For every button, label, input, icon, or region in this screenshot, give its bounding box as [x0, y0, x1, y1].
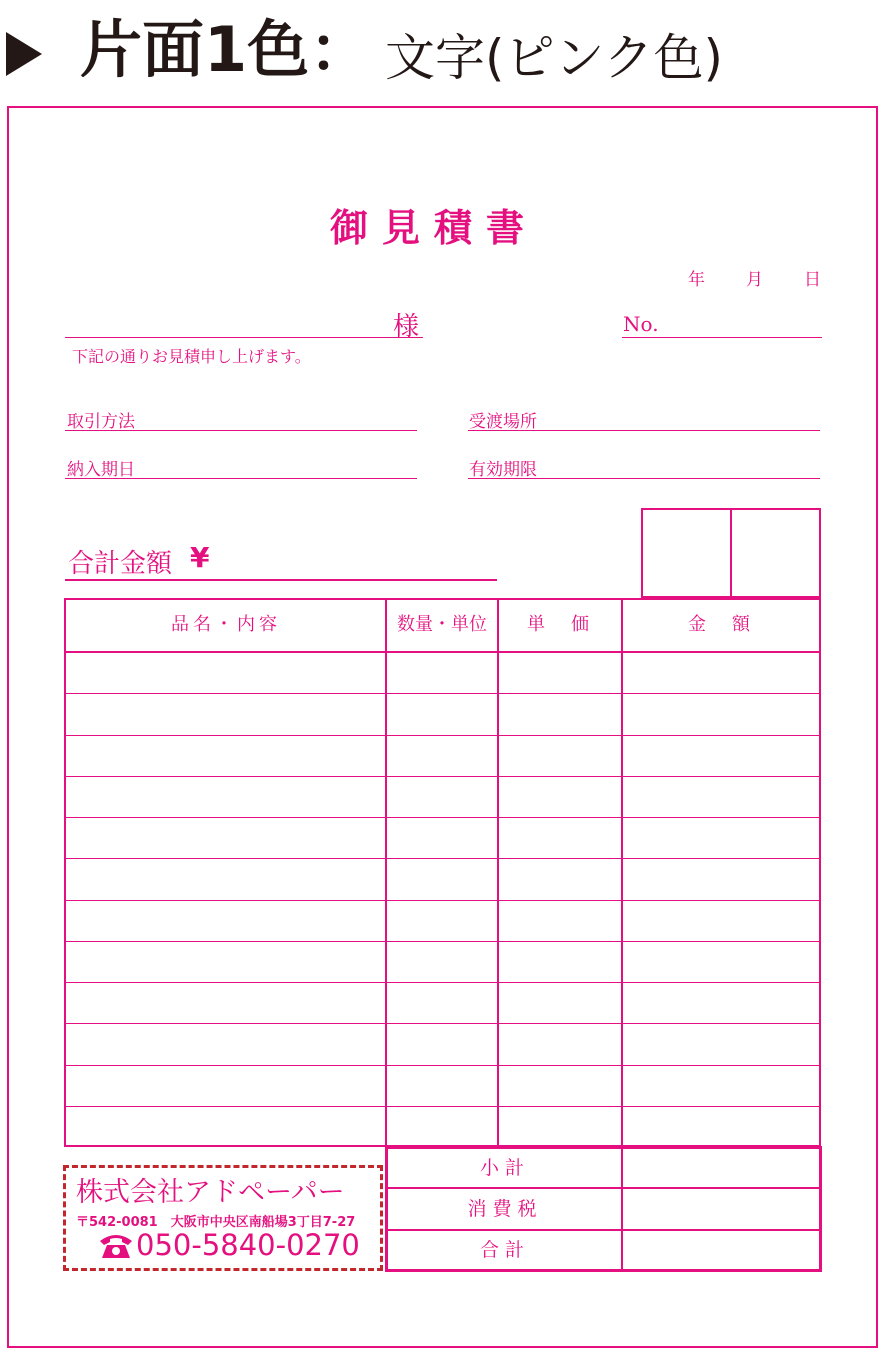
- heading-sub: 文字(ピンク色): [385, 29, 724, 87]
- no-line: [622, 337, 822, 338]
- table-row-line: [65, 858, 820, 859]
- triangle-bullet-icon: [6, 32, 42, 76]
- nounyu-line: [65, 478, 417, 479]
- page-heading: [0, 0, 886, 100]
- table-row-line: [65, 1065, 820, 1066]
- summary-tax: 消費税: [467, 1198, 543, 1220]
- form-title: 御見積書: [330, 206, 539, 250]
- table-row-line: [65, 1023, 820, 1024]
- summary-total: 合計: [479, 1239, 530, 1261]
- table-row-line: [65, 1106, 820, 1107]
- torihiki-line: [65, 430, 417, 431]
- yukou-line: [468, 478, 820, 479]
- date-month: 月: [746, 270, 763, 290]
- table-row-line: [65, 735, 820, 736]
- total-amount-label: 合計金額: [68, 549, 173, 579]
- date-year: 年: [688, 270, 705, 290]
- col-header-amount: 金 額: [688, 614, 754, 635]
- estimate-note: 下記の通りお見積申し上げます。: [72, 347, 311, 366]
- summary-subtotal: 小計: [479, 1157, 530, 1179]
- table-row-line: [65, 817, 820, 818]
- total-amount-line: [65, 579, 497, 581]
- col-header-unit-price: 単 価: [527, 614, 593, 635]
- customer-line: [65, 337, 423, 338]
- date-day: 日: [804, 270, 821, 290]
- no-label: No.: [623, 312, 659, 336]
- yukou-label: 有効期限: [469, 460, 537, 480]
- col-header-qty: 数量・単位: [397, 614, 487, 635]
- company-name: 株式会社アドペーパー: [76, 1177, 345, 1208]
- heading-main: 片面1色：: [80, 13, 372, 86]
- table-row-line: [65, 941, 820, 942]
- table-row-line: [65, 693, 820, 694]
- stamp-divider: [730, 508, 732, 598]
- header-divider: [65, 651, 820, 653]
- col-header-item: 品名・内容: [171, 614, 281, 635]
- company-phone: 050-5840-0270: [136, 1228, 360, 1262]
- ukewatashi-line: [468, 430, 820, 431]
- yen-symbol: ¥: [190, 541, 210, 574]
- torihiki-label: 取引方法: [67, 412, 135, 432]
- phone-icon: [98, 1232, 134, 1260]
- table-row-line: [65, 982, 820, 983]
- ukewatashi-label: 受渡場所: [469, 412, 537, 432]
- nounyu-label: 納入期日: [67, 460, 135, 480]
- table-row-line: [65, 776, 820, 777]
- table-row-line: [65, 900, 820, 901]
- company-address: 〒542-0081 大阪市中央区南船場3丁目7-27: [76, 1215, 356, 1230]
- sama-label: 様: [393, 312, 420, 342]
